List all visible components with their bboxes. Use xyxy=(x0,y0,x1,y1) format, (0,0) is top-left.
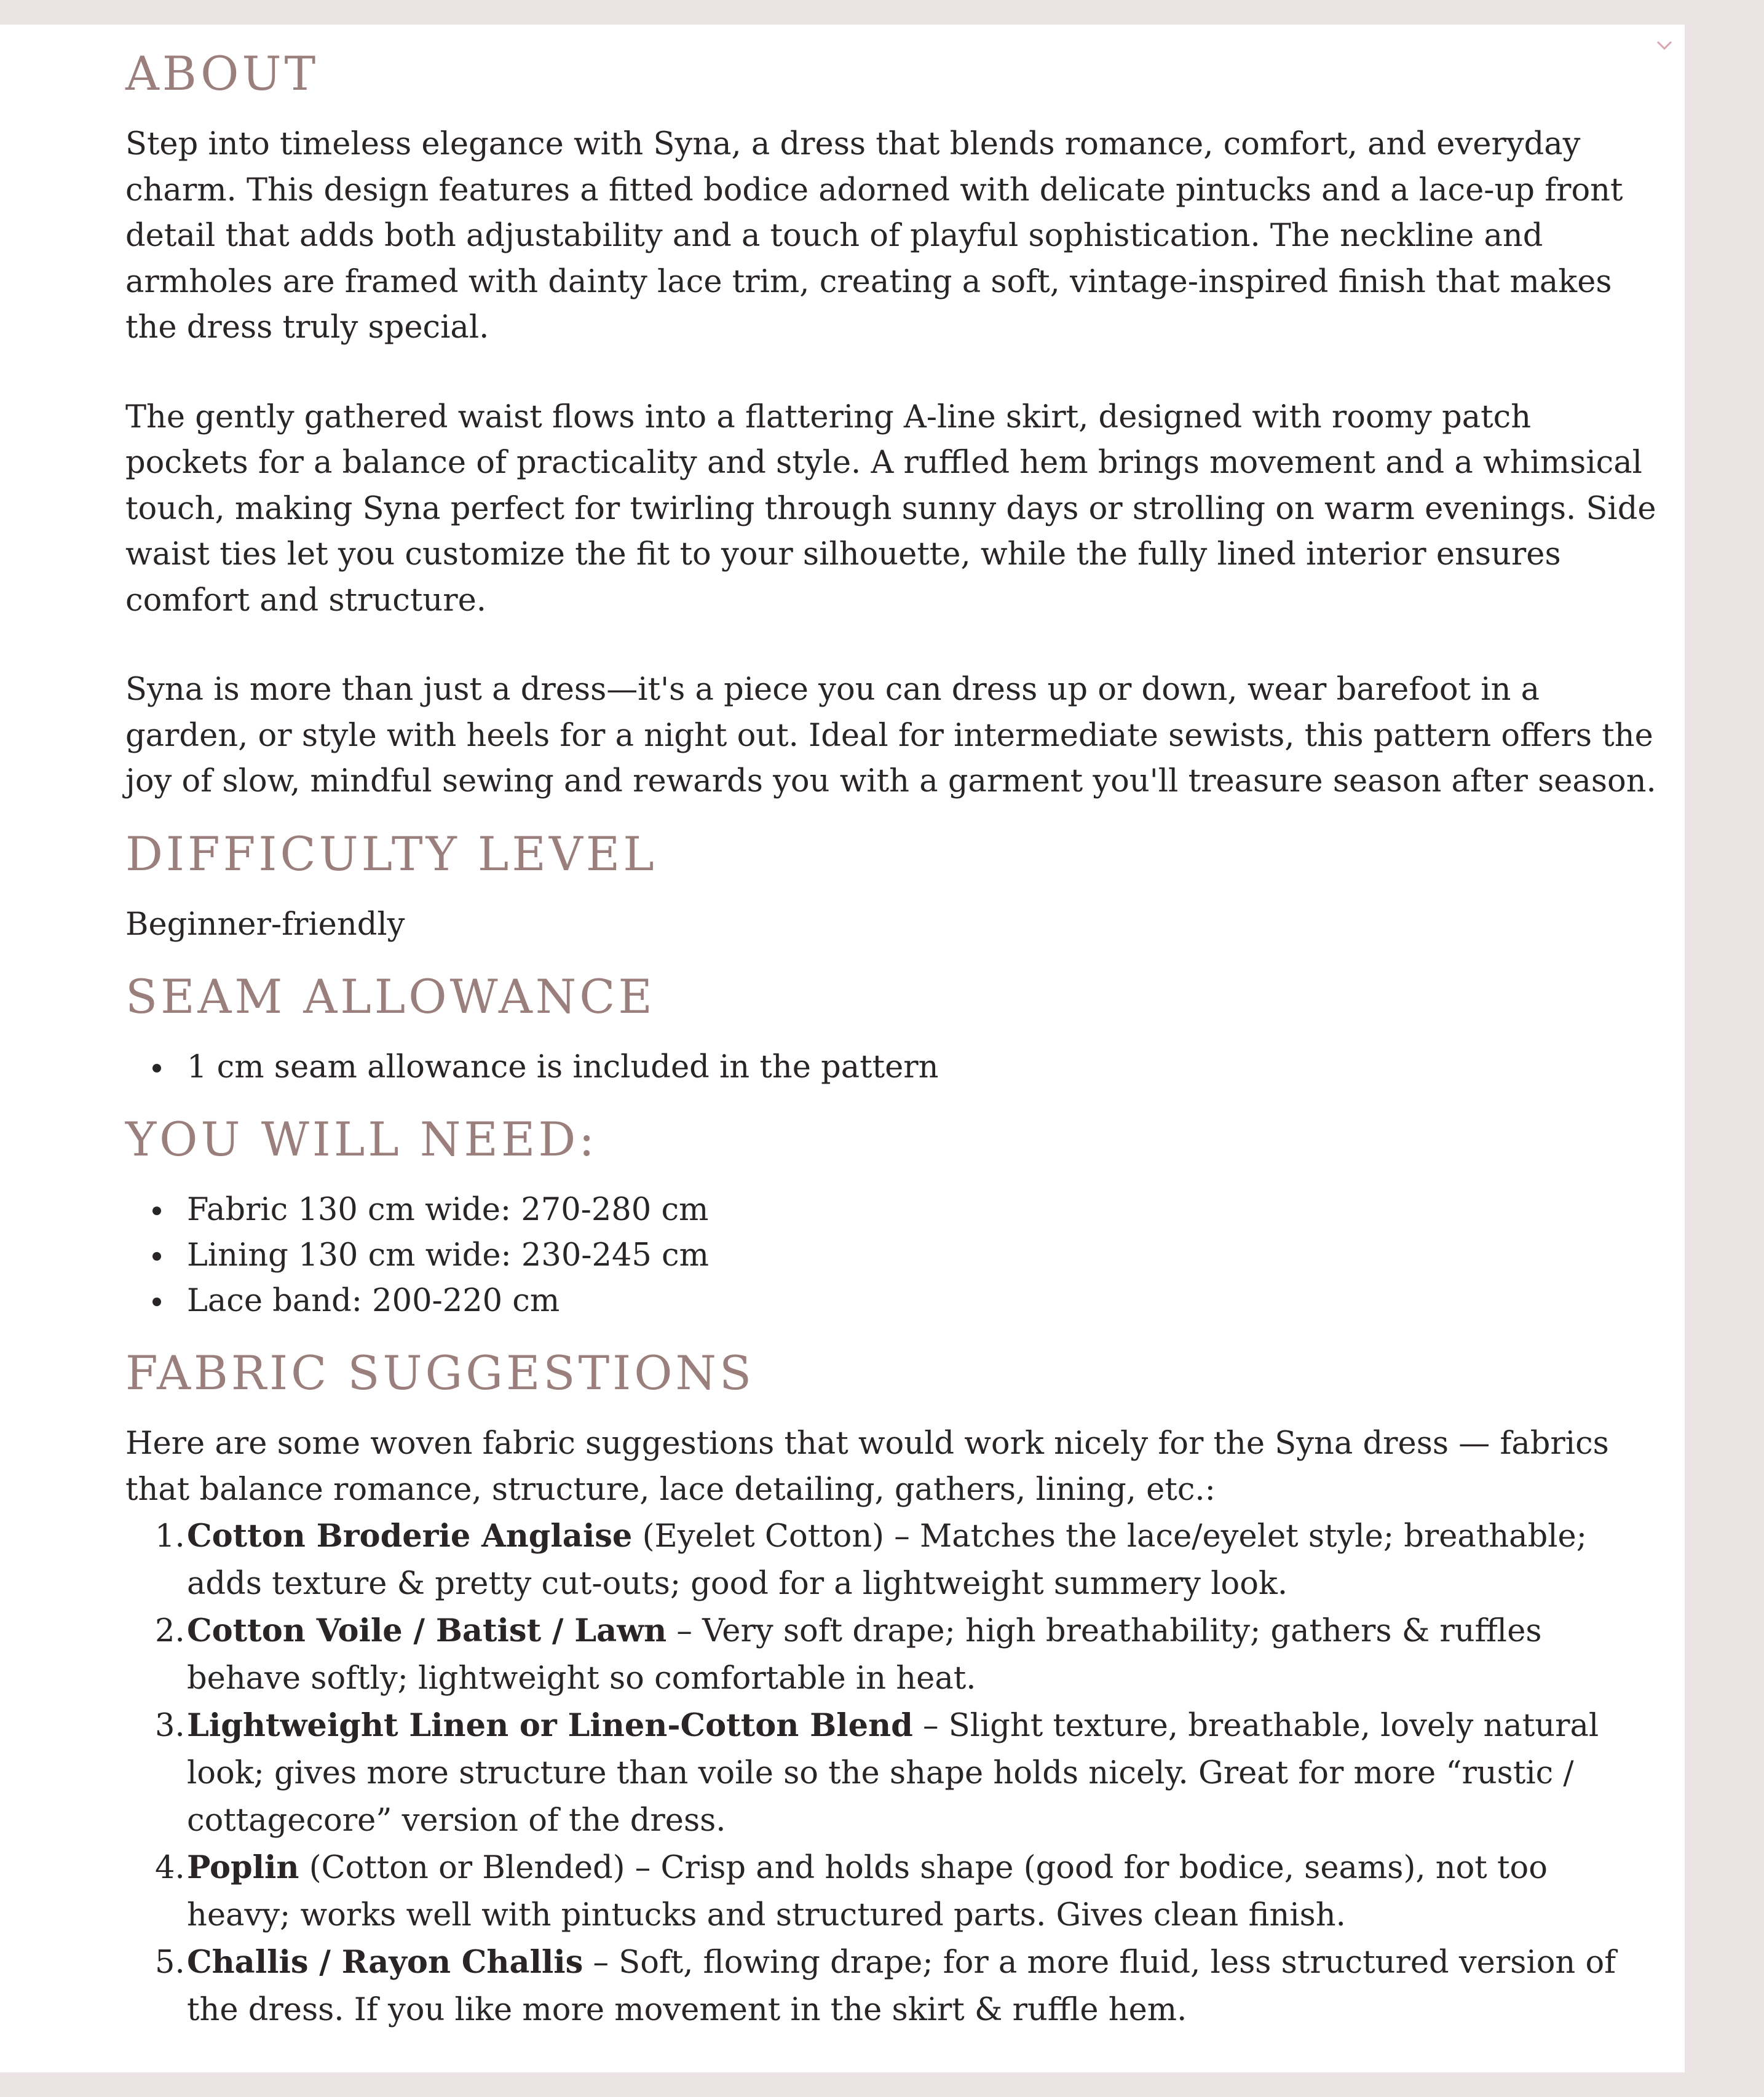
list-number: 5. xyxy=(155,1944,185,1981)
list-item: 1 cm seam allowance is included in the pattern xyxy=(187,1045,1656,1090)
difficulty-heading: DIFFICULTY LEVEL xyxy=(125,826,657,881)
fabric-suggestions-intro: Here are some woven fabric suggestions that would work nicely for the Syna dress — fabrics that balance romance, structure, lace detailing, gathers, lining, etc.: xyxy=(125,1425,1609,1508)
list-item: Fabric 130 cm wide: 270-280 cm xyxy=(187,1187,1656,1233)
fabric-suggestions-heading: FABRIC SUGGESTIONS xyxy=(125,1346,755,1400)
list-item xyxy=(155,1939,1656,2034)
list-item xyxy=(155,1607,1656,1702)
materials-list xyxy=(125,1187,1656,1324)
about-paragraph-1: Step into timeless elegance with Syna, a dress that blends romance, comfort, and everyday charm. This design features a fitted bodice adorned with delicate pintucks and a lace-up front detail that adds both adjustability and a touch of playful sophistication. The neckline and armholes are framed with dainty lace trim, creating a soft, vintage-inspired finish that makes the dress truly special. xyxy=(125,126,1623,346)
list-number: 3. xyxy=(155,1708,185,1744)
list-number: 2. xyxy=(155,1613,185,1649)
list-item xyxy=(155,1513,1656,1607)
about-section xyxy=(125,42,1656,805)
about-heading: ABOUT xyxy=(125,46,319,101)
fabric-name: Challis / Rayon Challis xyxy=(187,1944,583,1981)
fabric-description: – Soft, flowing drape; for a more fluid, less structured version of the dress. If you like more movement in the skirt & ruffle hem. xyxy=(187,1944,1616,2028)
about-paragraph-2: The gently gathered waist flows into a flattering A-line skirt, designed with roomy patch pockets for a balance of practicality and style. A ruffled hem brings movement and a whimsical touch, making Syna perfect for twirling through sunny days or strolling on warm evenings. Side waist ties let you customize the fit to your silhouette, while the fully lined interior ensures comfort and structure. xyxy=(125,398,1656,619)
fabric-description: (Eyelet Cotton) – Matches the lace/eyelet style; breathable; adds texture & pretty cut-outs; good for a lightweight summery look. xyxy=(187,1518,1587,1602)
product-description-panel xyxy=(0,25,1685,2072)
list-number: 1. xyxy=(155,1518,185,1555)
seam-allowance-heading: SEAM ALLOWANCE xyxy=(125,969,655,1024)
difficulty-section xyxy=(125,822,1656,948)
fabric-suggestions-section xyxy=(125,1341,1656,2034)
list-item xyxy=(155,1844,1656,1939)
you-will-need-heading: YOU WILL NEED: xyxy=(125,1112,598,1167)
fabric-description: – Very soft drape; high breathability; gathers & ruffles behave softly; lightweight so comfortable in heat. xyxy=(187,1613,1542,1697)
fabric-description: (Cotton or Blended) – Crisp and holds shape (good for bodice, seams), not too heavy; works well with pintucks and structured parts. Gives clean finish. xyxy=(187,1850,1548,1933)
you-will-need-section xyxy=(125,1108,1656,1324)
list-item: Lining 130 cm wide: 230-245 cm xyxy=(187,1233,1656,1278)
fabric-suggestions-list xyxy=(125,1513,1656,2034)
fabric-description: – Slight texture, breathable, lovely natural look; gives more structure than voile so the shape holds nicely. Great for more “rustic / cottagecore” version of the dress. xyxy=(187,1708,1599,1839)
list-number: 4. xyxy=(155,1850,185,1886)
about-paragraph-3: Syna is more than just a dress—it's a piece you can dress up or down, wear barefoot in a garden, or style with heels for a night out. Ideal for intermediate sewists, this pattern offers the joy of slow, mindful sewing and rewards you with a garment you'll treasure season after season. xyxy=(125,672,1656,799)
seam-allowance-list xyxy=(125,1045,1656,1090)
seam-allowance-section xyxy=(125,965,1656,1090)
description-content xyxy=(125,42,1656,2034)
list-item xyxy=(155,1702,1656,1844)
fabric-name: Lightweight Linen or Linen-Cotton Blend xyxy=(187,1707,913,1744)
fabric-name: Cotton Voile / Batist / Lawn xyxy=(187,1612,667,1649)
list-item: Lace band: 200-220 cm xyxy=(187,1278,1656,1324)
difficulty-value: Beginner-friendly xyxy=(125,906,405,943)
fabric-name: Poplin xyxy=(187,1849,299,1886)
chevron-down-icon[interactable] xyxy=(1654,36,1675,57)
fabric-name: Cotton Broderie Anglaise xyxy=(187,1518,633,1555)
